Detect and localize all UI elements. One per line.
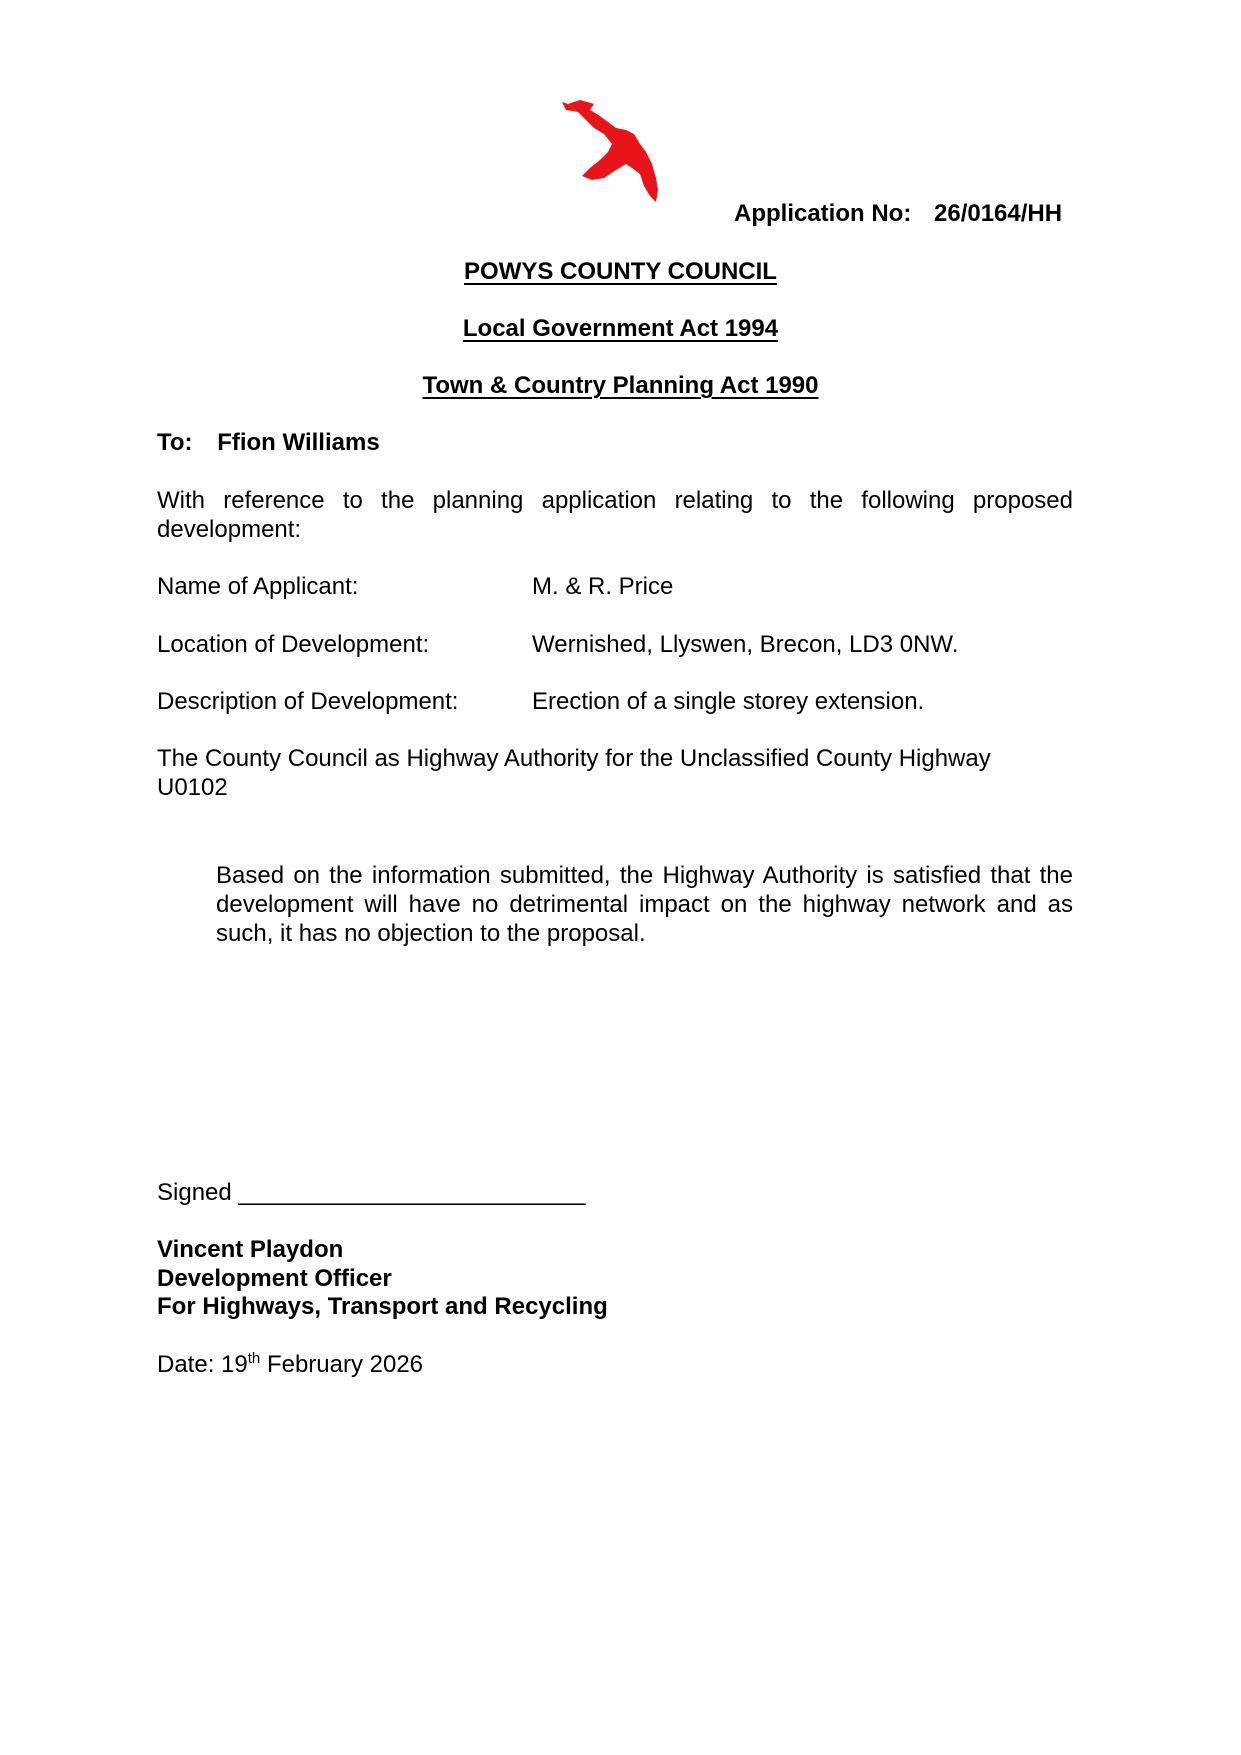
act-heading-1: Local Government Act 1994 (462, 315, 779, 342)
recipient-name: Ffion Williams (217, 429, 380, 456)
detail-value-description: Erection of a single storey extension. (532, 688, 925, 715)
authority-statement: The County Council as Highway Authority for the Unclassified County Highway U0102 (157, 745, 991, 801)
detail-value-applicant: M. & R. Price (532, 573, 674, 600)
signatory-name: Vincent Playdon (157, 1236, 344, 1263)
detail-label-location: Location of Development: (157, 631, 430, 658)
application-label: Application No: (734, 200, 912, 227)
signature-blank: __________________________ (238, 1179, 586, 1206)
detail-label-description: Description of Development: (157, 688, 459, 715)
detail-label-applicant: Name of Applicant: (157, 573, 359, 600)
red-kite-icon (560, 98, 675, 203)
date-label: Date: (157, 1351, 215, 1378)
detail-value-location: Wernished, Llyswen, Brecon, LD3 0NW. (532, 631, 959, 658)
date-rest: February 2026 (266, 1351, 424, 1378)
application-number: 26/0164/HH (934, 200, 1063, 227)
intro-paragraph: With reference to the planning application relating to the following proposed development: (157, 487, 1073, 543)
date-day: 19 (221, 1351, 248, 1378)
signatory-department: For Highways, Transport and Recycling (157, 1293, 608, 1320)
date-suffix: th (247, 1350, 261, 1367)
signatory-title: Development Officer (157, 1265, 392, 1292)
application-number-line (734, 199, 1062, 228)
signature-label: Signed (157, 1179, 232, 1206)
decision-paragraph: Based on the information submitted, the Highway Authority is satisfied that the development will have no detrimental impact on the highway network and as such, it has no objection to the proposal. (216, 862, 1073, 947)
council-heading: POWYS COUNTY COUNCIL (464, 258, 777, 285)
signature-line (157, 1178, 585, 1207)
recipient-line (157, 428, 380, 457)
act-heading-2: Town & Country Planning Act 1990 (422, 372, 819, 399)
date-line (157, 1350, 423, 1379)
recipient-label: To: (157, 429, 193, 456)
